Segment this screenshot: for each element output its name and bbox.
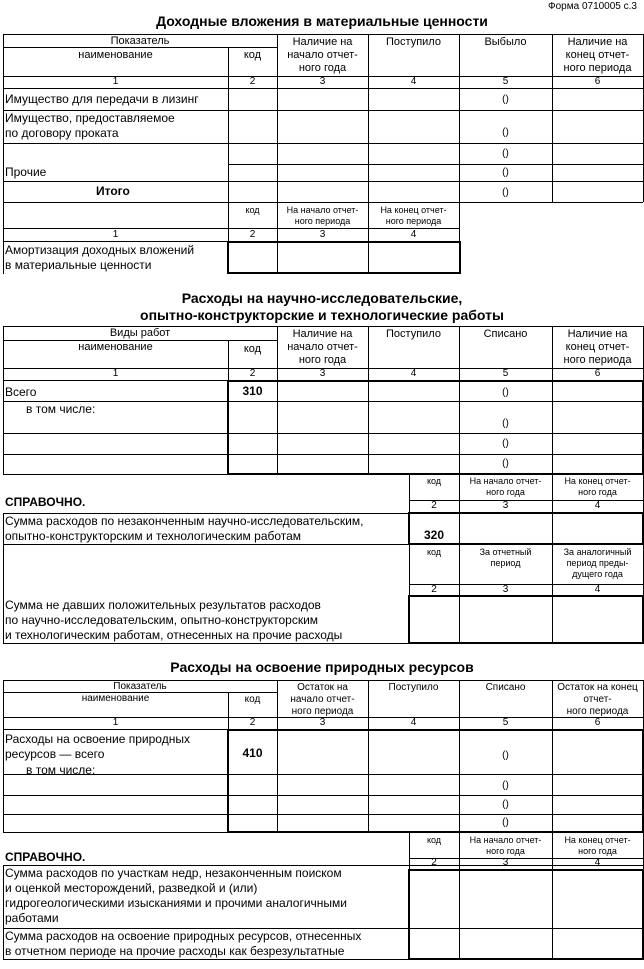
reference-label: СПРАВОЧНО. bbox=[5, 495, 86, 509]
num-2: 2 bbox=[249, 717, 256, 728]
row-amortization: Амортизация доходных вложений в материальные ценности bbox=[5, 243, 195, 272]
row-total: Всего bbox=[5, 385, 37, 399]
col-end: Остаток на конец отчет- ного периода bbox=[557, 682, 638, 717]
col-end: Наличие на конец отчет- ного периода bbox=[563, 36, 632, 74]
num-4: 4 bbox=[410, 229, 417, 240]
num-3: 3 bbox=[319, 717, 326, 728]
ref-col-start: На начало отчет- ного года bbox=[469, 835, 542, 856]
num-6: 6 bbox=[594, 717, 601, 728]
row-including: в том числе: bbox=[26, 402, 96, 416]
col-disposed: Выбыло bbox=[484, 36, 527, 48]
code-320: 320 bbox=[423, 528, 445, 542]
row-negative-results: Сумма не давших положительных результатов расходов по научно-исследовательским, опытно-конструкторским и технологическим работам, отнесенных на прочие расходы bbox=[5, 598, 343, 642]
col-kinds: Виды работ bbox=[109, 327, 171, 339]
num-3: 3 bbox=[319, 229, 326, 240]
row-unproductive-expenses: Сумма расходов на освоение природных ресурсов, отнесенных в отчетном периоде на прочие расходы как безрезультатные bbox=[5, 929, 362, 958]
num-2: 2 bbox=[431, 584, 437, 595]
col-code: код bbox=[243, 343, 262, 355]
ref1-col-start: На начало отчет- ного года bbox=[469, 476, 542, 497]
row-total: Итого bbox=[96, 184, 130, 198]
code-310: 310 bbox=[242, 384, 263, 398]
col-written-off: Списано bbox=[483, 328, 528, 340]
num-3: 3 bbox=[502, 857, 509, 868]
num-3: 3 bbox=[319, 76, 326, 87]
col-written-off: Списано bbox=[485, 682, 526, 693]
num-2: 2 bbox=[249, 229, 256, 240]
ref-col-code: код bbox=[426, 835, 442, 845]
num-6: 6 bbox=[594, 368, 601, 379]
paren: () bbox=[502, 418, 509, 429]
col-indicator: Показатель bbox=[113, 681, 167, 692]
col-received: Поступило bbox=[386, 328, 441, 340]
row-leasing: Имущество для передачи в лизинг bbox=[5, 92, 199, 106]
ref1-col-code: код bbox=[426, 476, 442, 486]
col-received: Поступило bbox=[386, 36, 441, 48]
row-other: Прочие bbox=[5, 165, 47, 179]
form-label: Форма 0710005 с.3 bbox=[548, 1, 637, 12]
num-1: 1 bbox=[112, 368, 119, 379]
paren: () bbox=[502, 817, 509, 828]
num-6: 6 bbox=[594, 76, 601, 87]
section1-title: Доходные вложения в материальные ценности bbox=[156, 13, 488, 29]
paren: () bbox=[502, 94, 509, 105]
section3-title: Расходы на освоение природных ресурсов bbox=[170, 659, 474, 675]
paren: () bbox=[502, 127, 509, 138]
num-4: 4 bbox=[594, 500, 601, 511]
num-1: 1 bbox=[112, 76, 119, 87]
num-2: 2 bbox=[431, 500, 437, 511]
col-start: Наличие на начало отчет- ного года bbox=[287, 328, 358, 366]
amort-col-end: На конец отчет- ного периода bbox=[380, 205, 447, 226]
col-end: Наличие на конец отчет- ного периода bbox=[563, 328, 632, 366]
num-5: 5 bbox=[502, 368, 509, 379]
num-1: 1 bbox=[112, 717, 119, 728]
num-5: 5 bbox=[502, 76, 509, 87]
code-410: 410 bbox=[242, 746, 263, 760]
num-3: 3 bbox=[502, 584, 509, 595]
paren: () bbox=[502, 387, 509, 398]
row-subsoil-expenses: Сумма расходов по участкам недр, незаконченным поиском и оценкой месторождений, разведкой и (или) гидрогеологическими изысканиями и прочими аналогичными работами bbox=[5, 866, 347, 925]
num-4: 4 bbox=[410, 717, 417, 728]
row-rental: Имущество, предоставляемое по договору проката bbox=[5, 111, 175, 140]
row-total: Расходы на освоение природных ресурсов — всего bbox=[5, 732, 190, 761]
col-name: наименование bbox=[78, 49, 153, 61]
col-code: код bbox=[244, 694, 261, 705]
num-3: 3 bbox=[319, 368, 326, 379]
ref2-col-period: За отчетный период bbox=[479, 547, 532, 568]
paren: () bbox=[502, 780, 509, 791]
paren: () bbox=[502, 438, 509, 449]
ref2-col-prev: За аналогичный период преды- дущего года bbox=[563, 547, 632, 579]
col-indicator: Показатель bbox=[110, 35, 170, 47]
num-4: 4 bbox=[410, 76, 417, 87]
col-code: код bbox=[243, 49, 262, 61]
paren: () bbox=[502, 799, 509, 810]
num-4: 4 bbox=[594, 584, 601, 595]
ref-col-end: На конец отчет- ного года bbox=[564, 835, 631, 856]
paren: () bbox=[502, 187, 509, 198]
amort-col-code: код bbox=[245, 205, 260, 215]
num-4: 4 bbox=[410, 368, 417, 379]
num-2: 2 bbox=[431, 857, 437, 868]
col-start: Остаток на начало отчет- ного периода bbox=[290, 682, 355, 717]
ref2-col-code: код bbox=[426, 547, 442, 557]
reference-label: СПРАВОЧНО. bbox=[5, 850, 86, 864]
section2-title: Расходы на научно-исследовательские, опытно-конструкторские и технологические работы bbox=[140, 290, 504, 323]
row-unfinished-rnd: Сумма расходов по незаконченным научно-исследовательским, опытно-конструкторским и технологическим работам bbox=[5, 514, 364, 543]
paren: () bbox=[502, 148, 509, 159]
col-received: Поступило bbox=[388, 682, 439, 693]
num-1: 1 bbox=[112, 229, 119, 240]
num-2: 2 bbox=[249, 76, 256, 87]
ref1-col-end: На конец отчет- ного года bbox=[564, 476, 631, 497]
amort-col-start: На начало отчет- ного периода bbox=[286, 205, 359, 226]
row-including: в том числе: bbox=[26, 763, 96, 777]
col-start: Наличие на начало отчет- ного года bbox=[287, 36, 358, 74]
col-name: наименование bbox=[81, 693, 150, 704]
col-name: наименование bbox=[78, 341, 153, 353]
num-3: 3 bbox=[502, 500, 509, 511]
num-5: 5 bbox=[502, 717, 509, 728]
paren: () bbox=[502, 750, 509, 761]
num-2: 2 bbox=[249, 368, 256, 379]
num-4: 4 bbox=[594, 857, 601, 868]
paren: () bbox=[502, 458, 509, 469]
paren: () bbox=[502, 167, 509, 178]
